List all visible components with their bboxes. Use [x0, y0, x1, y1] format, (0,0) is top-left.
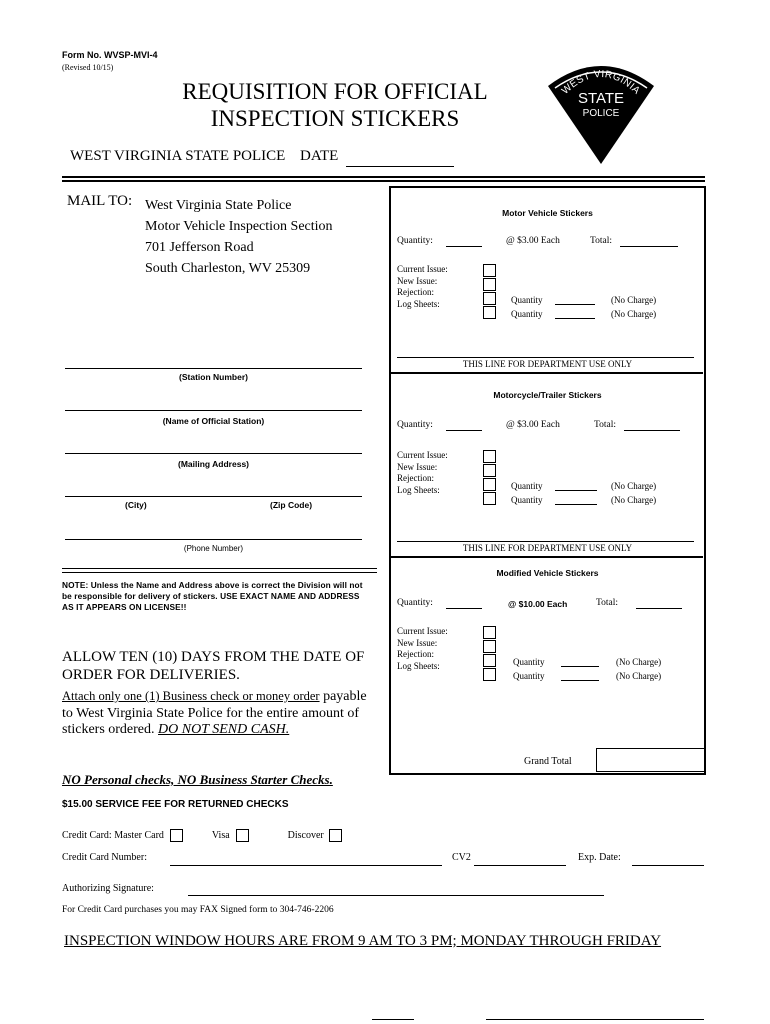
header-divider-bottom: [62, 180, 705, 182]
mod-new-issue-checkbox[interactable]: [483, 640, 496, 653]
mv-section-divider: [390, 372, 703, 374]
mc-rejection-label: Rejection:: [397, 473, 434, 483]
mod-quantity-label: Quantity:: [397, 598, 433, 608]
badge-arc-text: WEST VIRGINIA: [559, 68, 643, 97]
city-label: (City): [125, 500, 147, 510]
mod-log-sheets-label: Log Sheets:: [397, 660, 440, 671]
station-number-label: (Station Number): [179, 372, 248, 382]
mod-total-field[interactable]: [636, 608, 682, 609]
grand-total-field[interactable]: [596, 748, 705, 772]
mc-dept-use-label: THIS LINE FOR DEPARTMENT USE ONLY: [462, 543, 633, 553]
mv-new-issue-label: New Issue:: [397, 275, 438, 286]
mod-price: @ $10.00 Each: [508, 599, 568, 609]
signature-field[interactable]: [188, 895, 604, 896]
mc-quantity-label: Quantity:: [397, 420, 433, 430]
mod-rejection-label: Rejection:: [397, 649, 434, 659]
scan-mark-right: [486, 1019, 704, 1020]
mc-new-issue-label: New Issue:: [397, 461, 438, 472]
mv-quantity-field[interactable]: [446, 246, 482, 247]
discover-checkbox[interactable]: [329, 829, 342, 842]
credit-card-row: [62, 829, 342, 842]
mv-rejection-label: Rejection:: [397, 287, 434, 297]
page-title: [150, 78, 520, 132]
mod-rejection-quantity-field[interactable]: [561, 666, 599, 667]
mailing-address-label: (Mailing Address): [178, 459, 249, 469]
mc-current-issue-checkbox[interactable]: [483, 450, 496, 463]
payable-to-text: payable to West Virginia State Police for the entire amount of stickers ordered.: [62, 689, 367, 737]
badge-police-text: POLICE: [582, 108, 620, 119]
mc-section-divider: [390, 556, 703, 558]
master-card-checkbox[interactable]: [170, 829, 183, 842]
note-divider-bottom: [62, 572, 377, 573]
signature-label: Authorizing Signature:: [62, 883, 154, 894]
no-personal-checks: NO Personal checks, NO Business Starter Checks.: [62, 772, 333, 787]
mod-quantity-field[interactable]: [446, 608, 482, 609]
mc-new-issue-checkbox[interactable]: [483, 464, 496, 477]
inspection-hours-notice: INSPECTION WINDOW HOURS ARE FROM 9 AM TO 3 PM; MONDAY THROUGH FRIDAY: [64, 933, 662, 949]
mail-to-line-4: South Charleston, WV 25309: [145, 261, 311, 276]
mod-new-issue-label: New Issue:: [397, 637, 438, 648]
fax-note: For Credit Card purchases you may FAX Signed form to 304-746-2206: [62, 905, 334, 915]
modified-vehicle-title: Modified Vehicle Stickers: [496, 568, 599, 578]
mod-log-quantity-field[interactable]: [561, 680, 599, 681]
mv-current-issue-label: Current Issue:: [397, 264, 448, 274]
mv-total-field[interactable]: [620, 246, 678, 247]
mv-quantity-label: Quantity:: [397, 236, 433, 246]
station-name-field[interactable]: [65, 410, 362, 411]
mail-to-line-2: Motor Vehicle Inspection Section: [145, 219, 333, 234]
mv-log-quantity-field[interactable]: [555, 318, 595, 319]
mod-rejection-checkbox[interactable]: [483, 654, 496, 667]
mv-issue-labels: [397, 264, 448, 310]
attach-check-text: Attach only one (1) Business check or money order: [62, 689, 320, 703]
mv-rejection-checkbox[interactable]: [483, 292, 496, 305]
mv-rejection-quantity-field[interactable]: [555, 304, 595, 305]
mod-log-quantity-label: Quantity: [513, 671, 545, 681]
phone-number-label: (Phone Number): [183, 544, 244, 553]
mv-rejection-quantity-label: Quantity: [511, 295, 543, 305]
mod-log-no-charge: (No Charge): [616, 671, 662, 681]
mc-log-sheets-label: Log Sheets:: [397, 484, 440, 495]
service-fee-notice: $15.00 SERVICE FEE FOR RETURNED CHECKS: [62, 799, 289, 810]
mod-current-issue-checkbox[interactable]: [483, 626, 496, 639]
mod-rejection-no-charge: (No Charge): [616, 657, 662, 667]
date-field[interactable]: [346, 166, 454, 167]
motorcycle-trailer-title: Motorcycle/Trailer Stickers: [493, 390, 602, 400]
mv-log-sheets-checkbox[interactable]: [483, 306, 496, 319]
mail-to-label: MAIL TO:: [67, 193, 133, 209]
visa-checkbox[interactable]: [236, 829, 249, 842]
date-label: DATE: [300, 148, 339, 164]
note-divider-top: [62, 568, 377, 569]
station-name-label: (Name of Official Station): [162, 416, 265, 426]
mv-new-issue-checkbox[interactable]: [483, 278, 496, 291]
card-number-label: Credit Card Number:: [62, 852, 147, 863]
title-line-2: INSPECTION STICKERS: [210, 106, 460, 131]
mv-log-quantity-label: Quantity: [511, 309, 543, 319]
scan-mark-left: [372, 1019, 414, 1020]
mv-total-label: Total:: [590, 236, 613, 246]
badge-state-text: STATE: [577, 90, 625, 107]
mail-to-line-1: West Virginia State Police: [145, 198, 292, 213]
visa-label: Visa: [211, 829, 230, 841]
allow-days-notice: ALLOW TEN (10) DAYS FROM THE DATE OF ORDER FOR DELIVERIES.: [62, 649, 365, 683]
mc-price: @ $3.00 Each: [506, 420, 560, 430]
phone-number-field[interactable]: [65, 539, 362, 540]
mc-rejection-checkbox[interactable]: [483, 478, 496, 491]
title-line-1: REQUISITION FOR OFFICIAL: [182, 79, 488, 104]
mc-rejection-quantity-field[interactable]: [555, 490, 597, 491]
mv-price: @ $3.00 Each: [506, 236, 560, 246]
payment-instructions: [62, 688, 372, 739]
discover-label: Discover: [287, 829, 324, 841]
mod-current-issue-label: Current Issue:: [397, 626, 448, 636]
station-number-field[interactable]: [65, 368, 362, 369]
mc-rejection-no-charge: (No Charge): [611, 481, 657, 491]
mc-log-sheets-checkbox[interactable]: [483, 492, 496, 505]
city-zip-field[interactable]: [65, 496, 362, 497]
master-card-label: Credit Card: Master Card: [62, 829, 164, 841]
mail-to-line-3: 701 Jefferson Road: [145, 240, 254, 255]
mv-dept-use-label: THIS LINE FOR DEPARTMENT USE ONLY: [462, 359, 633, 369]
mv-log-sheets-label: Log Sheets:: [397, 298, 440, 309]
mod-total-label: Total:: [596, 598, 619, 608]
cv2-field[interactable]: [474, 865, 566, 866]
mv-dept-line: [397, 357, 694, 358]
note-text: NOTE: Unless the Name and Address above is correct the Division will not be responsible for delivery of stickers. USE EXACT NAME AND ADDRESS AS IT APPEARS ON LICENSE!!: [62, 580, 363, 612]
mv-rejection-no-charge: (No Charge): [611, 295, 657, 305]
state-police-badge-logo: [546, 56, 656, 166]
mc-current-issue-label: Current Issue:: [397, 450, 448, 460]
mc-total-label: Total:: [594, 420, 617, 430]
mailing-address-field[interactable]: [65, 453, 362, 454]
mv-log-no-charge: (No Charge): [611, 309, 657, 319]
mail-to-address: [145, 195, 333, 279]
header-divider-top: [62, 176, 705, 178]
revised-date: (Revised 10/15): [62, 63, 114, 72]
mod-issue-labels: [397, 626, 448, 672]
mod-log-sheets-checkbox[interactable]: [483, 668, 496, 681]
mc-log-quantity-field[interactable]: [555, 504, 597, 505]
agency-name: WEST VIRGINIA STATE POLICE: [70, 148, 286, 164]
motor-vehicle-title: Motor Vehicle Stickers: [502, 208, 593, 218]
zip-code-label: (Zip Code): [270, 500, 313, 510]
mc-total-field[interactable]: [624, 430, 680, 431]
exp-date-label: Exp. Date:: [578, 852, 621, 863]
grand-total-label: Grand Total: [524, 756, 572, 767]
cv2-label: CV2: [452, 852, 471, 863]
exp-date-field[interactable]: [632, 865, 704, 866]
form-number: Form No. WVSP-MVI-4: [62, 50, 158, 60]
card-number-field[interactable]: [170, 865, 442, 866]
mc-issue-labels: [397, 450, 448, 496]
mc-dept-line: [397, 541, 694, 542]
mc-rejection-quantity-label: Quantity: [511, 481, 543, 491]
mod-rejection-quantity-label: Quantity: [513, 657, 545, 667]
mc-quantity-field[interactable]: [446, 430, 482, 431]
do-not-send-cash: DO NOT SEND CASH.: [158, 722, 290, 737]
mc-log-no-charge: (No Charge): [611, 495, 657, 505]
mv-current-issue-checkbox[interactable]: [483, 264, 496, 277]
mc-log-quantity-label: Quantity: [511, 495, 543, 505]
